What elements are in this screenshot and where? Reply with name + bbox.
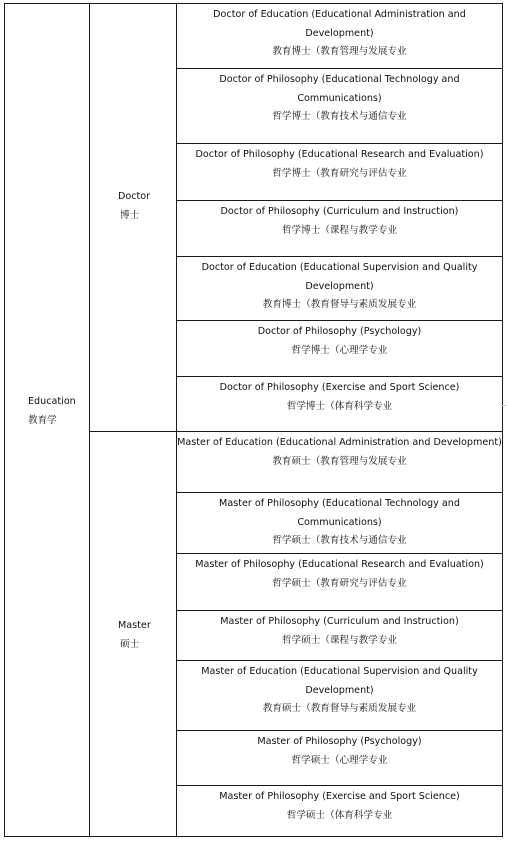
program-name-en: Master of Philosophy (Curriculum and Instruction) xyxy=(220,616,459,627)
program-cell xyxy=(177,660,502,730)
level-label-en: Master xyxy=(118,620,151,631)
program-name-zh: 教育博士（教育督导与素质发展专业 xyxy=(262,299,417,310)
level-cell-master xyxy=(118,617,151,654)
program-name-zh: 哲学博士（教育技术与通信专业 xyxy=(272,111,407,122)
program-name-zh: 教育硕士（教育督导与素质发展专业 xyxy=(262,703,417,714)
program-name-zh: 教育博士（教育管理与发展专业 xyxy=(272,46,407,57)
program-name-zh: 哲学硕士（心理学专业 xyxy=(291,754,388,766)
program-name-en: Master of Philosophy (Exercise and Sport Science) xyxy=(219,791,460,802)
program-name-en: Doctor of Philosophy (Educational Technology and xyxy=(219,74,460,85)
program-cell xyxy=(177,610,502,660)
program-name-en: Master of Education (Educational Supervision and Quality xyxy=(201,666,478,677)
level-cell-doctor xyxy=(118,188,150,225)
program-cell xyxy=(177,200,502,256)
field-cell xyxy=(28,393,76,430)
program-cell xyxy=(177,68,502,143)
level-label-en: Doctor xyxy=(118,191,151,202)
table-border-bottom xyxy=(4,836,503,837)
program-name-en: Doctor of Philosophy (Exercise and Sport Science) xyxy=(219,382,460,393)
program-name-en: Master of Education (Educational Administration and Development) xyxy=(177,437,502,448)
program-name-zh: 哲学博士（体育科学专业 xyxy=(286,400,393,412)
program-name-en: Development) xyxy=(305,684,374,696)
program-name-zh: 教育硕士（教育管理与发展专业 xyxy=(272,455,407,467)
program-cell xyxy=(177,256,502,320)
program-name-en: Doctor of Philosophy (Educational Research and Evaluation) xyxy=(195,149,484,160)
program-name-en: Development) xyxy=(305,280,374,292)
program-cell xyxy=(177,730,502,785)
program-cell xyxy=(177,553,502,610)
program-name-zh: 哲学硕士（教育技术与通信专业 xyxy=(272,535,407,546)
program-cell xyxy=(177,143,502,200)
program-name-zh: 哲学博士（教育研究与评估专业 xyxy=(272,167,407,179)
program-cell xyxy=(177,431,502,492)
program-name-en: Master of Philosophy (Educational Research and Evaluation) xyxy=(195,559,484,570)
program-cell xyxy=(177,320,502,376)
program-name-en: Doctor of Philosophy (Curriculum and Instruction) xyxy=(220,206,459,217)
program-name-en: Communications) xyxy=(297,92,382,104)
table-border-left xyxy=(4,3,5,837)
program-name-zh: 哲学硕士（教育研究与评估专业 xyxy=(272,577,407,589)
program-name-en: Doctor of Education (Educational Supervision and Quality xyxy=(201,262,478,273)
program-name-zh: 哲学博士（课程与教学专业 xyxy=(281,224,398,236)
program-cell xyxy=(177,785,502,836)
program-name-en: Master of Philosophy (Psychology) xyxy=(257,736,422,747)
program-cell xyxy=(177,3,502,68)
program-name-zh: 哲学博士（心理学专业 xyxy=(291,344,388,356)
program-name-en: Doctor of Philosophy (Psychology) xyxy=(257,326,422,337)
program-name-en: Master of Philosophy (Educational Technology and Communications) xyxy=(219,498,460,528)
program-name-zh: 哲学硕士（课程与教学专业 xyxy=(281,634,398,646)
program-cell xyxy=(177,492,502,553)
program-name-en: Doctor of Education (Educational Administration and xyxy=(213,9,466,20)
program-name-zh: 哲学硕士（体育科学专业 xyxy=(286,809,393,821)
level-label-zh: 硕士 xyxy=(120,638,140,650)
page-edge-mark xyxy=(501,405,507,406)
program-cell xyxy=(177,376,502,431)
field-label-zh: 教育学 xyxy=(28,414,57,426)
column-divider-1 xyxy=(89,3,90,837)
field-label-en: Education xyxy=(28,396,76,407)
table-border-right xyxy=(502,3,503,837)
program-name-en: Development) xyxy=(305,27,374,39)
level-label-zh: 博士 xyxy=(120,209,140,221)
